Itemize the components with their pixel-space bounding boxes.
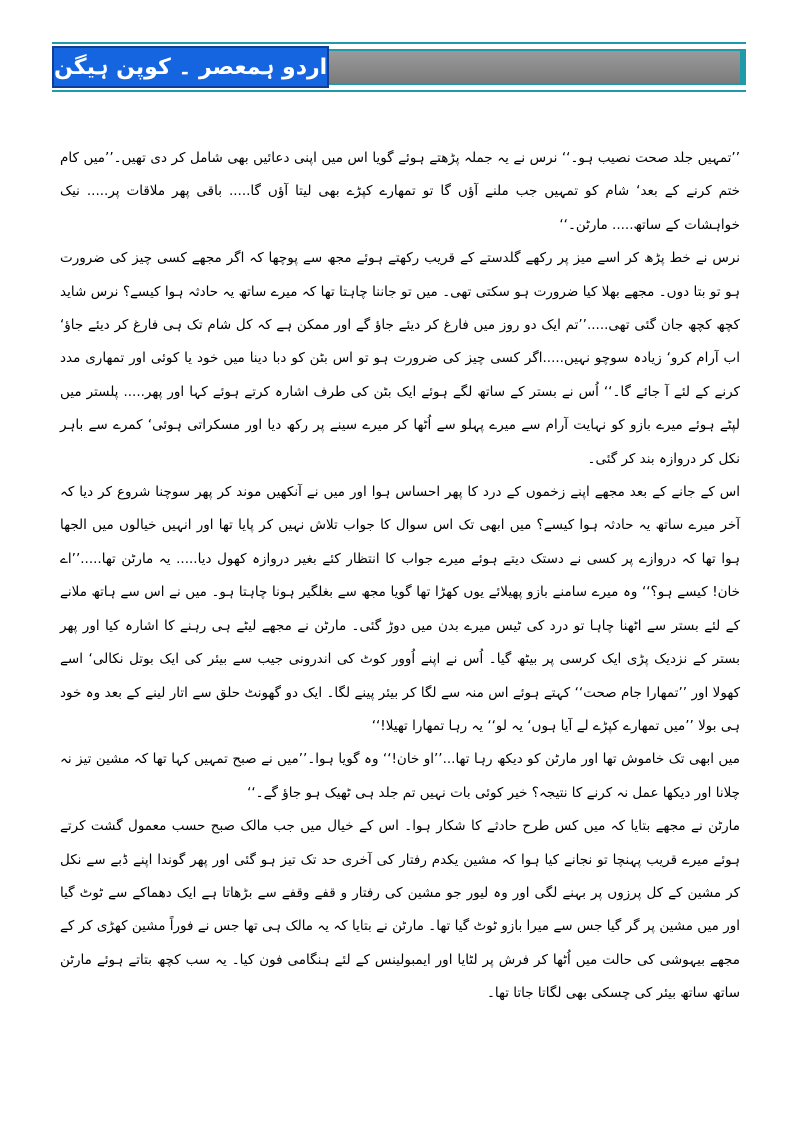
paragraph: ’’تمہیں جلد صحت نصیب ہو۔‘‘ نرس نے یہ جملہ پڑھتے ہوئے گویا اس میں اپنی دعائیں بھی شامل کر دی تھیں۔’’میں کام ختم کرنے کے بعد‘ شام کو تمہیں جب ملنے آؤں گا تو تمھارے کپڑے بھی لیتا آؤں گا..... باقی پھر ملاقات پر..... نیک خواہشات کے ساتھ..... مارٹن۔‘‘ xyxy=(60,150,740,233)
banner-bar xyxy=(329,49,740,85)
banner-top-rule xyxy=(52,42,746,44)
paragraph: نرس نے خط پڑھ کر اسے میز پر رکھے گلدستے کے قریب رکھتے ہوئے مجھ سے پوچھا کہ اگر مجھے کسی چیز کی ضرورت ہو تو بتا دوں۔ مجھے بھلا کیا ضرورت ہو سکتی تھی۔ میں تو جاننا چاہتا تھا کہ میرے ساتھ یہ حادثہ ہوا کیسے؟ نرس شاید کچھ کچھ جان گئی تھی.....’’تم ایک دو روز میں فارغ کر دیئے جاؤ گے اور ممکن ہے کہ کل شام تک ہی فارغ کر دیئے جاؤ‘ اب آرام کرو‘ زیادہ سوچو نہیں.....اگر کسی چیز کی ضرورت ہو تو اس بٹن کو دبا دینا میں خود یا کوئی اور تمھاری مدد کرنے کے لئے آ جائے گا۔‘‘ اُس نے بستر کے ساتھ لگے ہوئے ایک بٹن کی طرف اشارہ کرتے ہوئے کہا اور پھر..... پلستر میں لپٹے ہوئے میرے بازو کو نہایت آرام سے میرے پہلو سے اُٹھا کر میرے سینے پر رکھ دیا اور مسکراتی ہوئی‘ کمرے سے باہر نکل کر دروازہ بند کر گئی۔ xyxy=(60,250,740,467)
banner-end-cap xyxy=(740,49,746,85)
paragraph: میں ابھی تک خاموش تھا اور مارٹن کو دیکھ رہا تھا...’’او خان!‘‘ وہ گویا ہوا۔’’میں نے صبح تمہیں کہا تھا کہ مشین تیز نہ چلانا اور دیکھا عمل نہ کرنے کا نتیجہ؟ خیر کوئی بات نہیں تم جلد ہی ٹھیک ہو جاؤ گے۔‘‘ xyxy=(60,751,740,801)
header-banner xyxy=(52,46,746,88)
story-body xyxy=(60,142,740,1011)
magazine-title: اردو ہمعصر ۔ کوپن ہیگن xyxy=(52,46,329,88)
banner-bottom-rule xyxy=(52,90,746,92)
paragraph: مارٹن نے مجھے بتایا کہ میں کس طرح حادثے کا شکار ہوا۔ اس کے خیال میں جب مالک صبح حسب معمول گشت کرتے ہوئے میرے قریب پہنچا تو نجانے کیا ہوا کہ مشین یکدم رفتار کی آخری حد تک تیز ہو گئی اور پھر گوندا اپنے ڈبے سے نکل کر مشین کے کل پرزوں پر بہنے لگی اور وہ لیور جو مشین کی رفتار و قفے وقفے سے بڑھاتا ہے ایک دھماکے سے ٹوٹ گیا اور میں مشین پر گر گیا جس سے میرا بازو ٹوٹ گیا تھا۔ مارٹن نے بتایا کہ یہ مالک ہی تھا جس نے فوراً مشین کھڑی کر کے مجھے بیہوشی کی حالت میں اُٹھا کر فرش پر لٹایا اور ایمبولینس کے لئے ہنگامی فون کیا۔ یہ سب کچھ بتاتے ہوئے مارٹن ساتھ ساتھ بیئر کی چسکی بھی لگاتا جاتا تھا۔ xyxy=(60,818,740,1002)
paragraph: اس کے جانے کے بعد مجھے اپنے زخموں کے درد کا پھر احساس ہوا اور میں نے آنکھیں موند کر پھر سوچنا شروع کر دیا کہ آخر میرے ساتھ یہ حادثہ ہوا کیسے؟ میں ابھی تک اس سوال کا جواب تلاش نہیں کر پایا تھا اور انہیں خیالوں میں الجھا ہوا تھا کہ دروازے پر کسی نے دستک دیتے ہوئے میرے جواب کا انتظار کئے بغیر دروازہ کھول دیا..... یہ مارٹن تھا.....’’اے خان! کیسے ہو؟‘‘ وہ میرے سامنے بازو پھیلائے یوں کھڑا تھا گویا مجھ سے بغلگیر ہونا چاہتا ہو۔ میں نے اس سے ہاتھ ملانے کے لئے بستر سے اٹھنا چاہا تو درد کی ٹیس میرے بدن میں دوڑ گئی۔ مارٹن نے مجھے لیٹے ہی رہنے کا اشارہ کیا اور پھر بستر کے نزدیک پڑی ایک کرسی پر بیٹھ گیا۔ اُس نے اپنے اُوور کوٹ کی اندرونی جیب سے بیئر کی ایک بوتل نکالی‘ اسے کھولا اور ’’تمھارا جام صحت‘‘ کہتے ہوئے اس منہ سے لگا کر بیئر پینے لگا۔ ایک دو گھونٹ حلق سے اتار لینے کے بعد وہ خود ہی بولا ’’میں تمھارے کپڑے لے آیا ہوں‘ یہ لو‘‘ یہ رہا تمھارا تھیلا!‘‘ xyxy=(60,484,740,734)
